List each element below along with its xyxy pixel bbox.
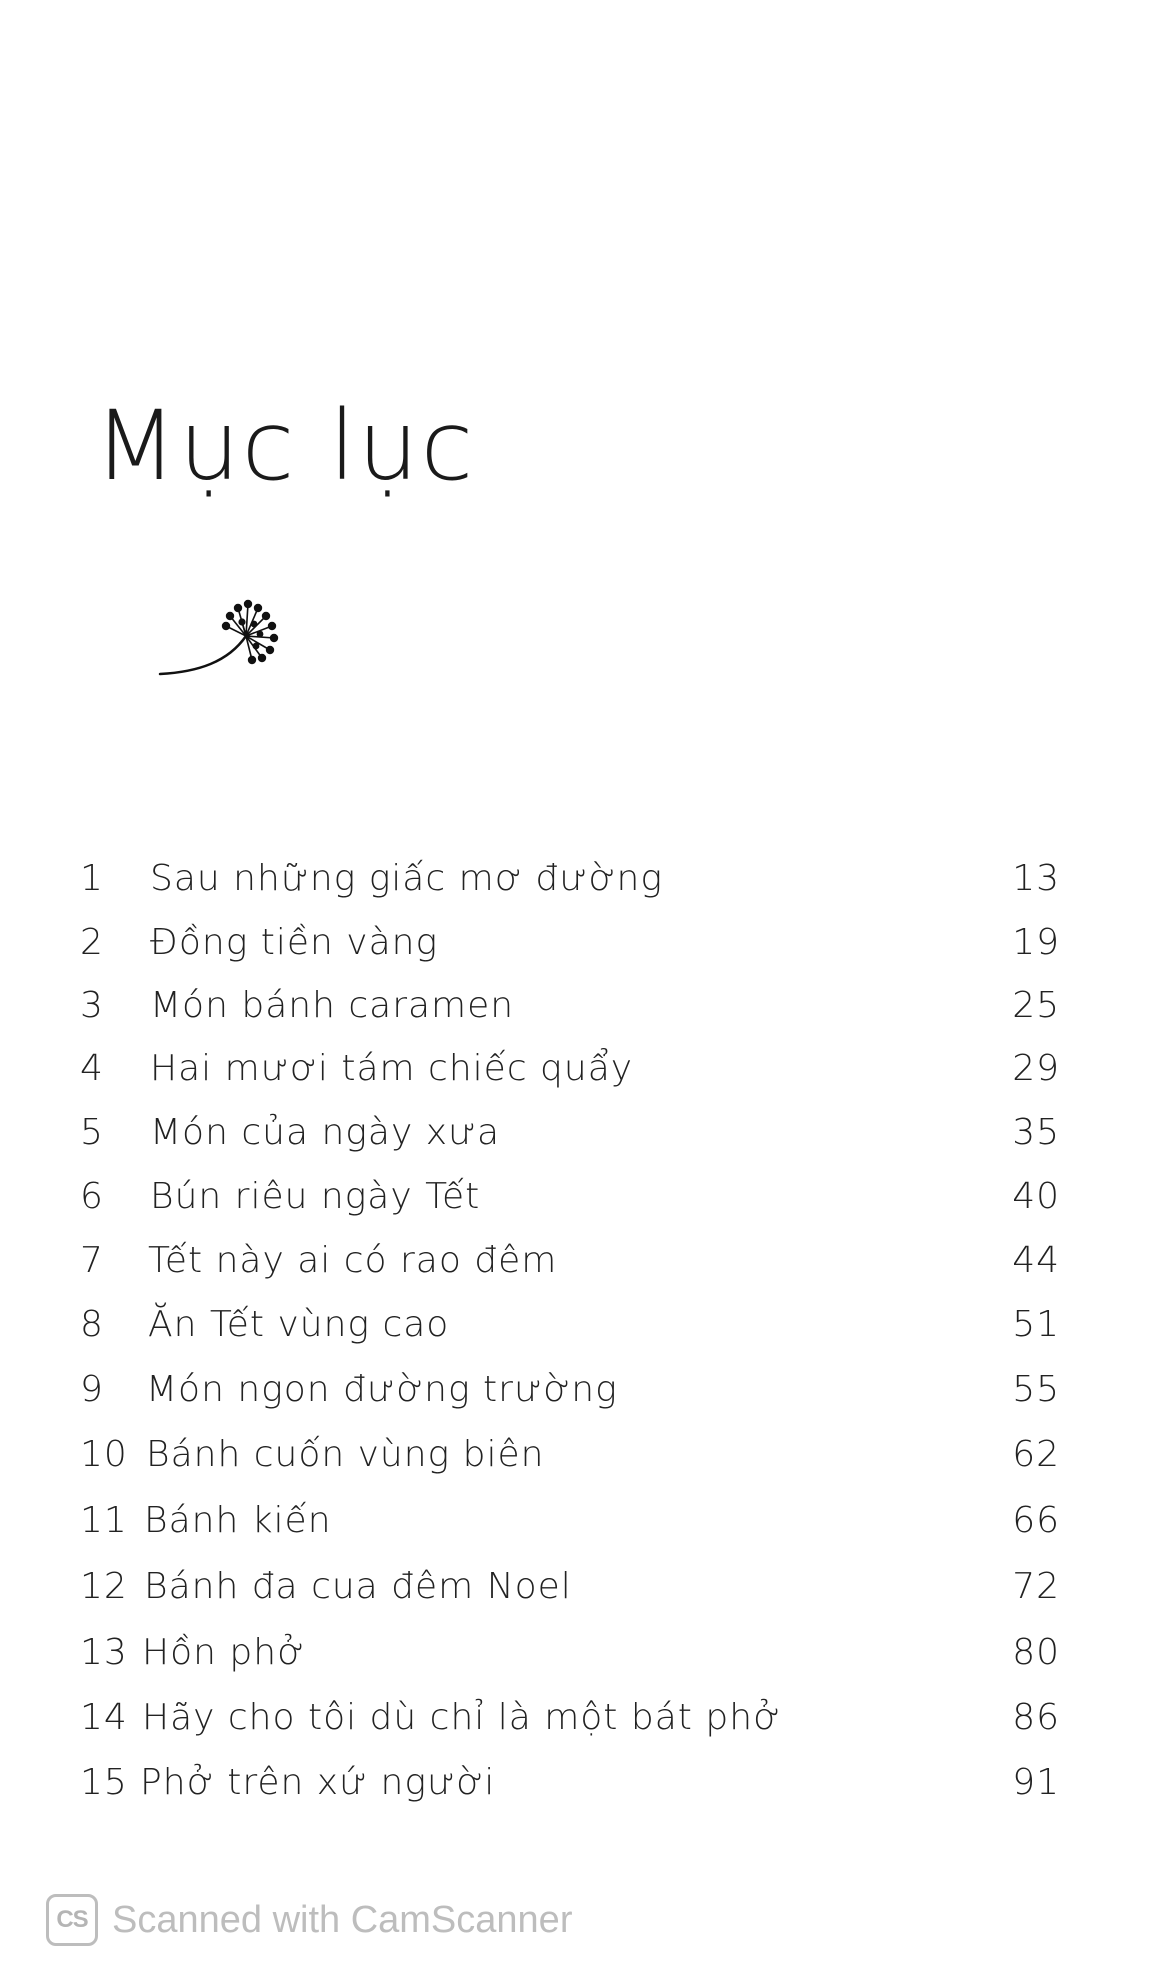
toc-entry: [80, 1367, 1060, 1413]
toc-entry-title: Ăn Tết vùng cao: [148, 1304, 450, 1345]
toc-entry: [80, 856, 1060, 902]
toc-entry-title: Món bánh caramen: [150, 985, 515, 1026]
toc-entry-title: Hãy cho tôi dù chỉ là một bát phở: [142, 1697, 782, 1738]
toc-entry-page: 25: [1012, 985, 1060, 1026]
toc-entry: [80, 983, 1060, 1029]
toc-entry-number: 11: [80, 1500, 128, 1541]
camscanner-watermark: [46, 1892, 572, 1948]
toc-entry-number: 15: [80, 1762, 128, 1803]
toc-entry-number: 1: [80, 858, 104, 899]
toc-entry-number: 14: [80, 1697, 128, 1738]
toc-entry-title: Món của ngày xưa: [150, 1112, 501, 1153]
toc-entry-page: 44: [1012, 1240, 1060, 1281]
page-title: Mục lục: [94, 390, 476, 502]
toc-entry-title: Món ngon đường trường: [146, 1369, 618, 1410]
toc-entry: [80, 1110, 1060, 1156]
toc-entry: [80, 1630, 1060, 1676]
toc-entry: [80, 1760, 1060, 1806]
toc-entry-page: 80: [1012, 1632, 1060, 1673]
toc-entry: [80, 920, 1060, 966]
toc-entry-title: Bánh cuốn vùng biên: [146, 1434, 545, 1475]
toc-entry-number: 8: [80, 1304, 104, 1345]
toc-entry-page: 13: [1012, 858, 1060, 899]
toc-entry-title: Sau những giấc mơ đường: [150, 858, 663, 899]
dandelion-ornament-icon: [158, 598, 290, 690]
toc-entry: [80, 1564, 1060, 1610]
toc-entry-page: 86: [1012, 1697, 1060, 1738]
toc-entry-number: 2: [80, 922, 104, 963]
camscanner-logo-icon: CS: [46, 1894, 98, 1946]
toc-entry: [80, 1046, 1060, 1092]
toc-entry-number: 10: [80, 1434, 128, 1475]
toc-entry-number: 4: [80, 1048, 104, 1089]
toc-entry-page: 51: [1012, 1304, 1060, 1345]
toc-entry-title: Đồng tiền vàng: [150, 922, 439, 963]
toc-entry-title: Tết này ai có rao đêm: [148, 1240, 558, 1281]
toc-entry-number: 13: [80, 1632, 128, 1673]
toc-entry-number: 9: [80, 1369, 104, 1410]
toc-entry-title: Hai mươi tám chiếc quẩy: [150, 1048, 634, 1089]
toc-entry-number: 12: [80, 1566, 128, 1607]
toc-entry-page: 91: [1012, 1762, 1060, 1803]
toc-entry-number: 7: [80, 1240, 104, 1281]
toc-entry-page: 66: [1012, 1500, 1060, 1541]
toc-entry-title: Phở trên xứ người: [140, 1762, 496, 1803]
toc-entry-number: 5: [80, 1112, 104, 1153]
watermark-text: Scanned with CamScanner: [112, 1898, 573, 1941]
toc-entry-page: 19: [1012, 922, 1060, 963]
toc-entry: [80, 1498, 1060, 1544]
toc-entry-title: Bún riêu ngày Tết: [150, 1176, 481, 1217]
toc-entry-number: 6: [80, 1176, 104, 1217]
toc-entry: [80, 1174, 1060, 1220]
toc-entry-page: 29: [1012, 1048, 1060, 1089]
toc-entry-title: Hồn phở: [142, 1632, 306, 1673]
toc-entry-title: Bánh kiến: [144, 1500, 332, 1541]
toc-entry-page: 72: [1012, 1566, 1060, 1607]
toc-entry-page: 35: [1012, 1112, 1060, 1153]
toc-entry-page: 55: [1012, 1369, 1060, 1410]
toc-entry: [80, 1695, 1060, 1741]
toc-entry-page: 40: [1012, 1176, 1060, 1217]
toc-entry: [80, 1302, 1060, 1348]
toc-entry: [80, 1432, 1060, 1478]
toc-entry-number: 3: [80, 985, 104, 1026]
toc-entry-page: 62: [1012, 1434, 1060, 1475]
toc-entry: [80, 1238, 1060, 1284]
toc-entry-title: Bánh đa cua đêm Noel: [144, 1566, 572, 1607]
